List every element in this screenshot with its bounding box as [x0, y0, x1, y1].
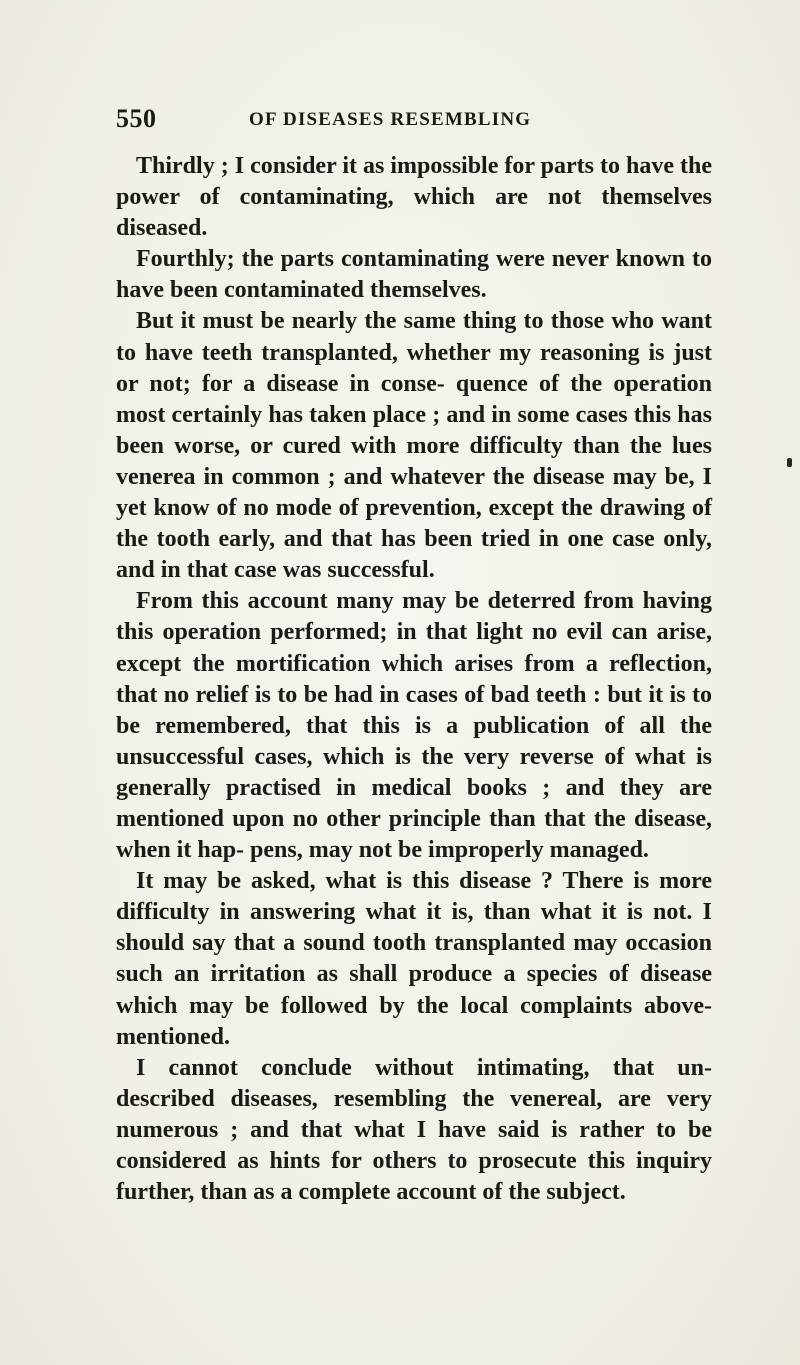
paragraph-thirdly: Thirdly ; I consider it as impossible for parts to have the power of contaminating, which are not themselves diseased.	[116, 153, 712, 242]
paragraph-transplanted-teeth: But it must be nearly the same thing to those who want to have teeth transplanted, whether my reasoning is just or not; for a disease in conse- quence of the operation most certainly has taken place ; and in some cases this has been worse, or cured with more difficulty than the lues venerea in common ; and whatever the disease may be, I yet know of no mode of prevention, except the drawing of the tooth early, and that has been tried in one case only, and in that case was successful.	[116, 308, 712, 584]
paragraph-deterred: From this account many may be deterred from having this operation performed; in that light no evil can arise, except the mortification which arises from a reflection, that no relief is to be had in cases of bad teeth : but it is to be remembered, that this is a publication of all the unsuccessful cases, which is the very reverse of what is generally practised in medical books ; and they are mentioned upon no other principle than that the disease, when it hap- pens, may not be improperly managed.	[116, 588, 712, 864]
margin-ink-mark	[787, 458, 792, 467]
page-header	[116, 104, 712, 140]
body-text	[116, 151, 712, 1208]
paragraph-fourthly: Fourthly; the parts contaminating were never known to have been contaminated themselves.	[116, 246, 712, 304]
page-number: 550	[116, 104, 157, 133]
running-head: OF DISEASES RESEMBLING	[249, 109, 532, 130]
paragraph-what-is-disease: It may be asked, what is this disease ? There is more difficulty in answering what it is, than what it is not. I should say that a sound tooth transplanted may occasion such an irritation as shall produce a species of disease which may be followed by the local complaints above-mentioned.	[116, 868, 712, 1050]
paragraph-conclusion: I cannot conclude without intimating, that un- described diseases, resembling the venereal, are very numerous ; and that what I have said is rather to be considered as hints for others to prosecute this inquiry further, than as a complete account of the subject.	[116, 1054, 712, 1206]
